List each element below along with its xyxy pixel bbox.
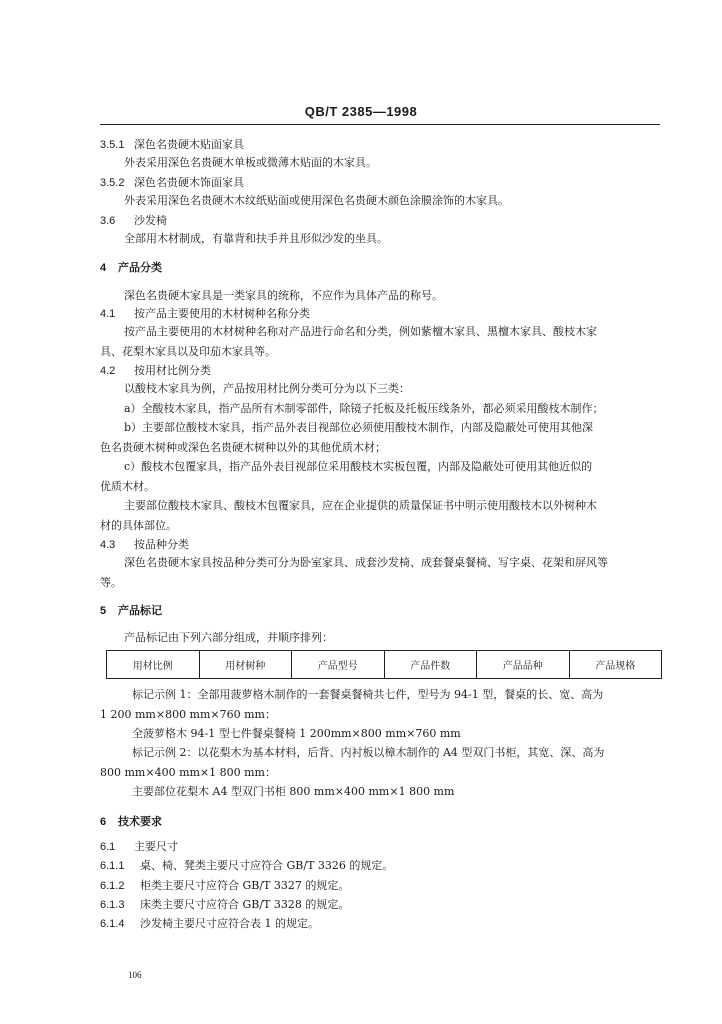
table-cell: 产品件数 <box>384 651 477 679</box>
clause-number: 6.1.2 <box>100 880 125 892</box>
page-number: 106 <box>128 970 142 980</box>
heading-3-6 <box>100 214 167 228</box>
clause-text: 柜类主要尺寸应符合 GB/T 3327 的规定。 <box>140 879 350 892</box>
product-marking-table <box>106 650 662 679</box>
table-row <box>107 651 662 679</box>
clause-6-1-1 <box>100 859 393 873</box>
section-title: 按品种分类 <box>134 538 189 551</box>
list-item-c-line2: 优质木材。 <box>100 480 155 493</box>
section-number: 6.1 <box>100 841 116 853</box>
clause-text: 床类主要尺寸应符合 GB/T 3328 的规定。 <box>140 898 350 911</box>
heading-4-2 <box>100 364 211 378</box>
table-cell: 产品型号 <box>292 651 385 679</box>
table-cell: 用材树种 <box>199 651 292 679</box>
paragraph-4-1-line2: 具、花梨木家具以及印茄木家具等。 <box>100 345 276 358</box>
table-cell: 产品品种 <box>477 651 570 679</box>
section-title: 深色名贵硬木饰面家具 <box>134 176 244 189</box>
paragraph-4-1-line1: 按产品主要使用的木材树种名称对产品进行命名和分类，例如紫檀木家具、黑檀木家具、酸枝木家 <box>124 325 597 338</box>
paragraph-4-3-line1: 深色名贵硬木家具按品种分类可分为卧室家具、成套沙发椅、成套餐桌餐椅、写字桌、花架和屏风等 <box>124 556 608 569</box>
section-title: 产品标记 <box>118 604 162 617</box>
clause-6-1-3 <box>100 898 349 912</box>
section-number: 5 <box>100 605 107 617</box>
section-number: 4.1 <box>100 308 116 320</box>
table-cell: 产品规格 <box>569 651 662 679</box>
example-1-line2: 1 200 mm×800 mm×760 mm： <box>100 708 276 721</box>
heading-4-1 <box>100 307 310 321</box>
heading-3-5-1 <box>100 138 244 152</box>
section-number: 3.5.1 <box>100 139 125 151</box>
heading-5 <box>100 604 162 618</box>
clause-number: 6.1.3 <box>100 899 125 911</box>
section-number: 4.3 <box>100 539 116 551</box>
section-title: 技术要求 <box>118 815 162 828</box>
section-title: 按产品主要使用的木材树种名称分类 <box>134 307 310 320</box>
clause-text: 沙发椅主要尺寸应符合表 1 的规定。 <box>140 917 319 930</box>
example-1-line1: 标记示例 1：全部用菠萝格木制作的一套餐桌餐椅共七件，型号为 94-1 型，餐桌的长、宽、高为 <box>132 688 604 701</box>
paragraph-3-6: 全部用木材制成，有靠背和扶手并且形似沙发的坐具。 <box>124 232 388 245</box>
section-title: 主要尺寸 <box>134 840 178 853</box>
list-item-a: a）全酸枝木家具，指产品所有木制零部件，除镜子托板及托板压线条外，都必须采用酸枝木制作； <box>124 402 604 415</box>
clause-number: 6.1.4 <box>100 918 125 930</box>
section-title: 产品分类 <box>118 261 162 274</box>
clause-number: 6.1.1 <box>100 860 125 872</box>
section-number: 4 <box>100 262 107 274</box>
paragraph-3-5-2: 外表采用深色名贵硬木木纹纸贴面或使用深色名贵硬木颜色涂膜涂饰的木家具。 <box>124 194 509 207</box>
clause-6-1-2 <box>100 879 349 893</box>
heading-6 <box>100 815 162 829</box>
heading-6-1 <box>100 840 178 854</box>
clause-6-1-4 <box>100 917 319 931</box>
example-2-mark: 主要部位花梨木 A4 型双门书柜 800 mm×400 mm×1 800 mm <box>132 785 455 798</box>
section-title: 按用材比例分类 <box>134 364 211 377</box>
header-rule <box>100 124 660 125</box>
section-number: 4.2 <box>100 365 116 377</box>
example-2-line2: 800 mm×400 mm×1 800 mm： <box>100 766 276 779</box>
heading-3-5-2 <box>100 176 244 190</box>
list-item-b-line2: 色名贵硬木树种或深色名贵硬木树种以外的其他优质木材； <box>100 441 386 454</box>
paragraph-4-3-line2: 等。 <box>100 576 122 589</box>
paragraph-4-2-intro: 以酸枝木家具为例，产品按用材比例分类可分为以下三类： <box>124 382 410 395</box>
heading-4-3 <box>100 538 189 552</box>
section-number: 6 <box>100 816 107 828</box>
section-number: 3.6 <box>100 215 116 227</box>
section-number: 3.5.2 <box>100 177 125 189</box>
paragraph-5-intro: 产品标记由下列六部分组成，并顺序排列： <box>124 631 333 644</box>
table-cell: 用材比例 <box>107 651 200 679</box>
example-2-line1: 标记示例 2：以花梨木为基本材料，后背、内衬板以樟木制作的 A4 型双门书柜，其宽、深、高为 <box>132 746 605 759</box>
paragraph-4-2-note-line1: 主要部位酸枝木家具、酸枝木包覆家具，应在企业提供的质量保证书中明示使用酸枝木以外树种木 <box>124 499 597 512</box>
example-1-mark: 全菠萝格木 94-1 型七件餐桌餐椅 1 200mm×800 mm×760 mm <box>132 727 461 740</box>
paragraph-4-2-note-line2: 材的具体部位。 <box>100 519 177 532</box>
page-header: QB/T 2385—1998 <box>304 104 418 119</box>
section-title: 深色名贵硬木贴面家具 <box>134 138 244 151</box>
paragraph-4-intro: 深色名贵硬木家具是一类家具的统称，不应作为具体产品的称号。 <box>124 289 443 302</box>
list-item-b-line1: b）主要部位酸枝木家具，指产品外表目视部位必须使用酸枝木制作，内部及隐蔽处可使用其他深 <box>124 421 594 434</box>
clause-text: 桌、椅、凳类主要尺寸应符合 GB/T 3326 的规定。 <box>140 859 394 872</box>
paragraph-3-5-1: 外表采用深色名贵硬木单板或微薄木贴面的木家具。 <box>124 156 377 169</box>
heading-4 <box>100 261 162 275</box>
list-item-c-line1: c）酸枝木包覆家具，指产品外表目视部位采用酸枝木实板包覆，内部及隐蔽处可使用其他近似的 <box>124 460 593 473</box>
section-title: 沙发椅 <box>134 214 167 227</box>
